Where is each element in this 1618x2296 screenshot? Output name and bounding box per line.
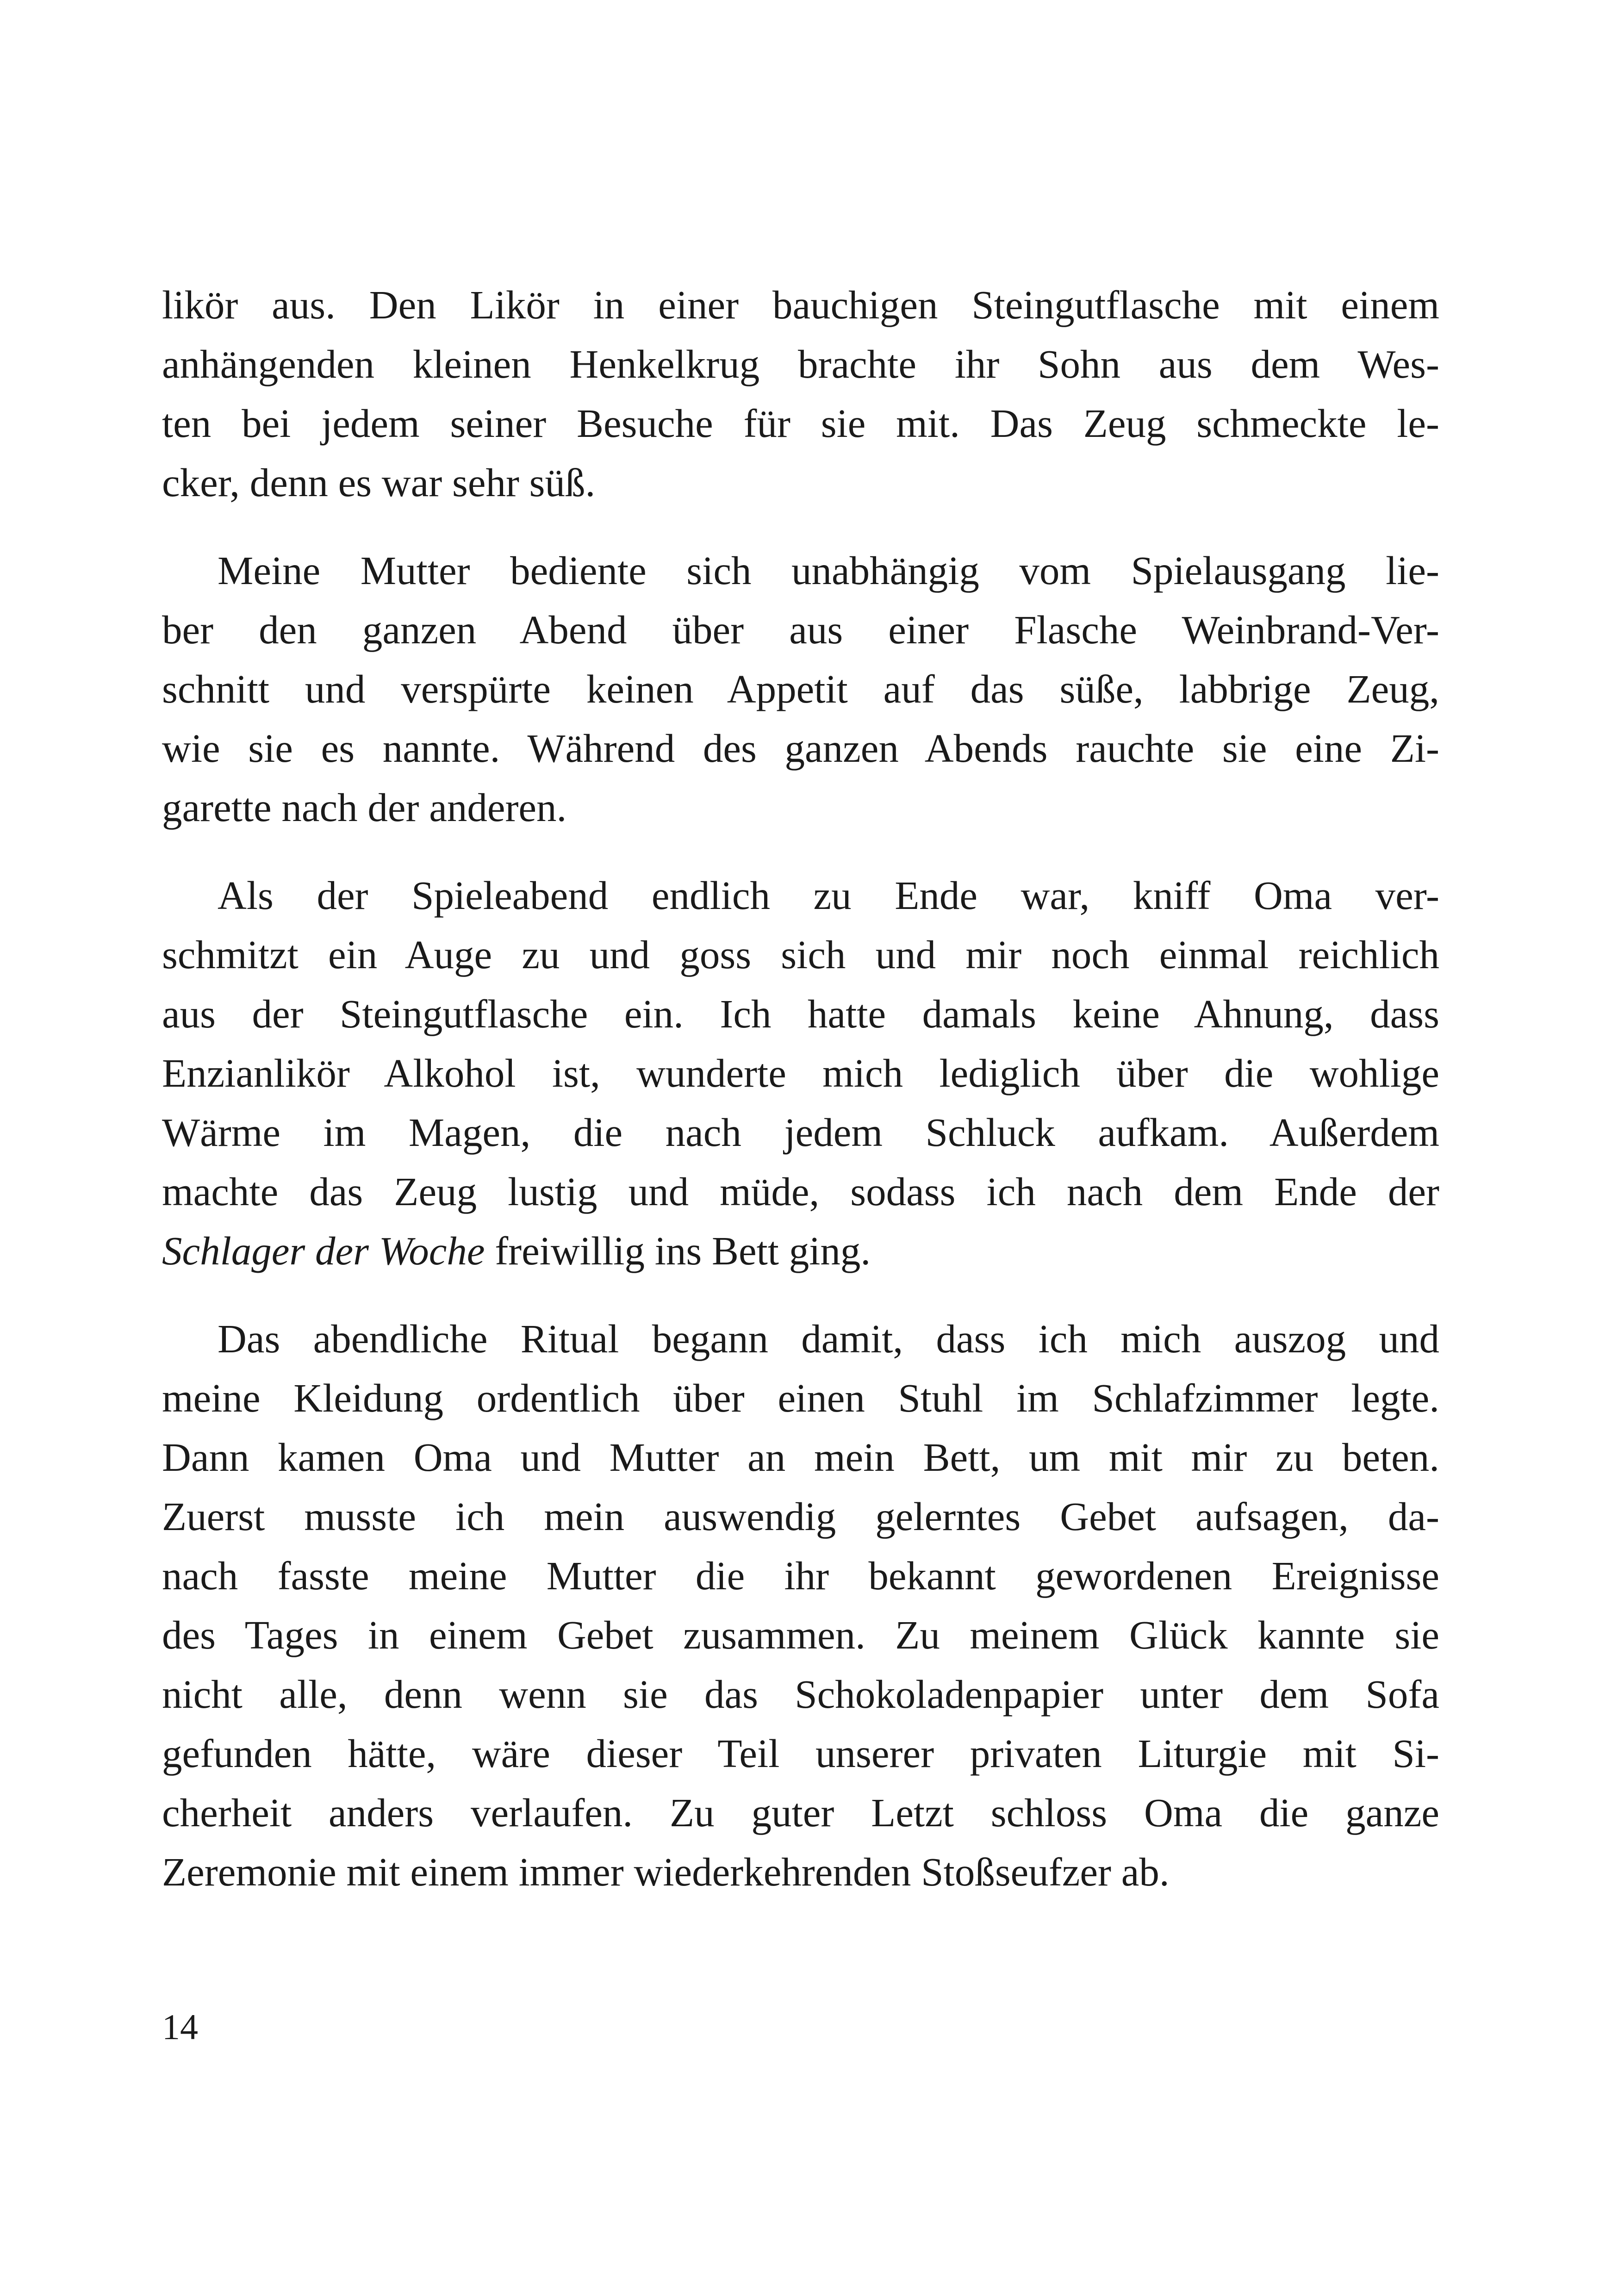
text-line: Das abendliche Ritual begann damit, dass ich mich auszog und bbox=[218, 1316, 1439, 1361]
text-line: nicht alle, denn wenn sie das Schokoladenpapier unter dem Sofa bbox=[162, 1672, 1439, 1717]
text-line: Zeremonie mit einem immer wiederkehrenden Stoßseufzer ab. bbox=[162, 1849, 1170, 1894]
text-line: anhängenden kleinen Henkelkrug brachte ihr Sohn aus dem Wes- bbox=[162, 342, 1439, 386]
text-line bbox=[162, 1221, 1439, 1281]
text-line: garette nach der anderen. bbox=[162, 785, 567, 830]
text-line: Dann kamen Oma und Mutter an mein Bett, um mit mir zu beten. bbox=[162, 1435, 1439, 1480]
text-line: Als der Spieleabend endlich zu Ende war, kniff Oma ver- bbox=[218, 873, 1439, 918]
paragraph-4 bbox=[162, 1309, 1439, 1902]
text-line: Enzianlikör Alkohol ist, wunderte mich lediglich über die wohlige bbox=[162, 1051, 1439, 1095]
text-line-rest: freiwillig ins Bett ging. bbox=[485, 1228, 871, 1273]
paragraph-1 bbox=[162, 275, 1439, 512]
paragraph-2 bbox=[162, 541, 1439, 837]
text-line: machte das Zeug lustig und müde, sodass ich nach dem Ende der bbox=[162, 1169, 1439, 1214]
text-line: cherheit anders verlaufen. Zu guter Letzt schloss Oma die ganze bbox=[162, 1790, 1439, 1835]
page-number: 14 bbox=[162, 2007, 198, 2047]
text-line: schnitt und verspürte keinen Appetit auf das süße, labbrige Zeug, bbox=[162, 666, 1439, 711]
paragraph-3 bbox=[162, 866, 1439, 1281]
body-text bbox=[162, 275, 1439, 1902]
text-line: ten bei jedem seiner Besuche für sie mit. Das Zeug schmeckte le- bbox=[162, 401, 1439, 446]
text-line: wie sie es nannte. Während des ganzen Abends rauchte sie eine Zi- bbox=[162, 726, 1439, 771]
text-line: schmitzt ein Auge zu und goss sich und mir noch einmal reichlich bbox=[162, 932, 1439, 977]
italic-song-title: Schlager der Woche bbox=[162, 1228, 485, 1273]
text-line: cker, denn es war sehr süß. bbox=[162, 460, 596, 505]
text-line: aus der Steingutflasche ein. Ich hatte damals keine Ahnung, dass bbox=[162, 991, 1439, 1036]
text-line: des Tages in einem Gebet zusammen. Zu meinem Glück kannte sie bbox=[162, 1612, 1439, 1657]
text-line: likör aus. Den Likör in einer bauchigen Steingutflasche mit einem bbox=[162, 282, 1439, 327]
text-line: Zuerst musste ich mein auswendig gelerntes Gebet aufsagen, da- bbox=[162, 1494, 1439, 1539]
text-line: gefunden hätte, wäre dieser Teil unserer privaten Liturgie mit Si- bbox=[162, 1731, 1439, 1776]
text-line: ber den ganzen Abend über aus einer Flasche Weinbrand-Ver- bbox=[162, 607, 1439, 652]
text-line: meine Kleidung ordentlich über einen Stuhl im Schlafzimmer legte. bbox=[162, 1375, 1439, 1420]
text-line: Meine Mutter bediente sich unabhängig vom Spielausgang lie- bbox=[218, 548, 1439, 593]
text-line: Wärme im Magen, die nach jedem Schluck aufkam. Außerdem bbox=[162, 1110, 1439, 1155]
text-line: nach fasste meine Mutter die ihr bekannt gewordenen Ereignisse bbox=[162, 1553, 1439, 1598]
